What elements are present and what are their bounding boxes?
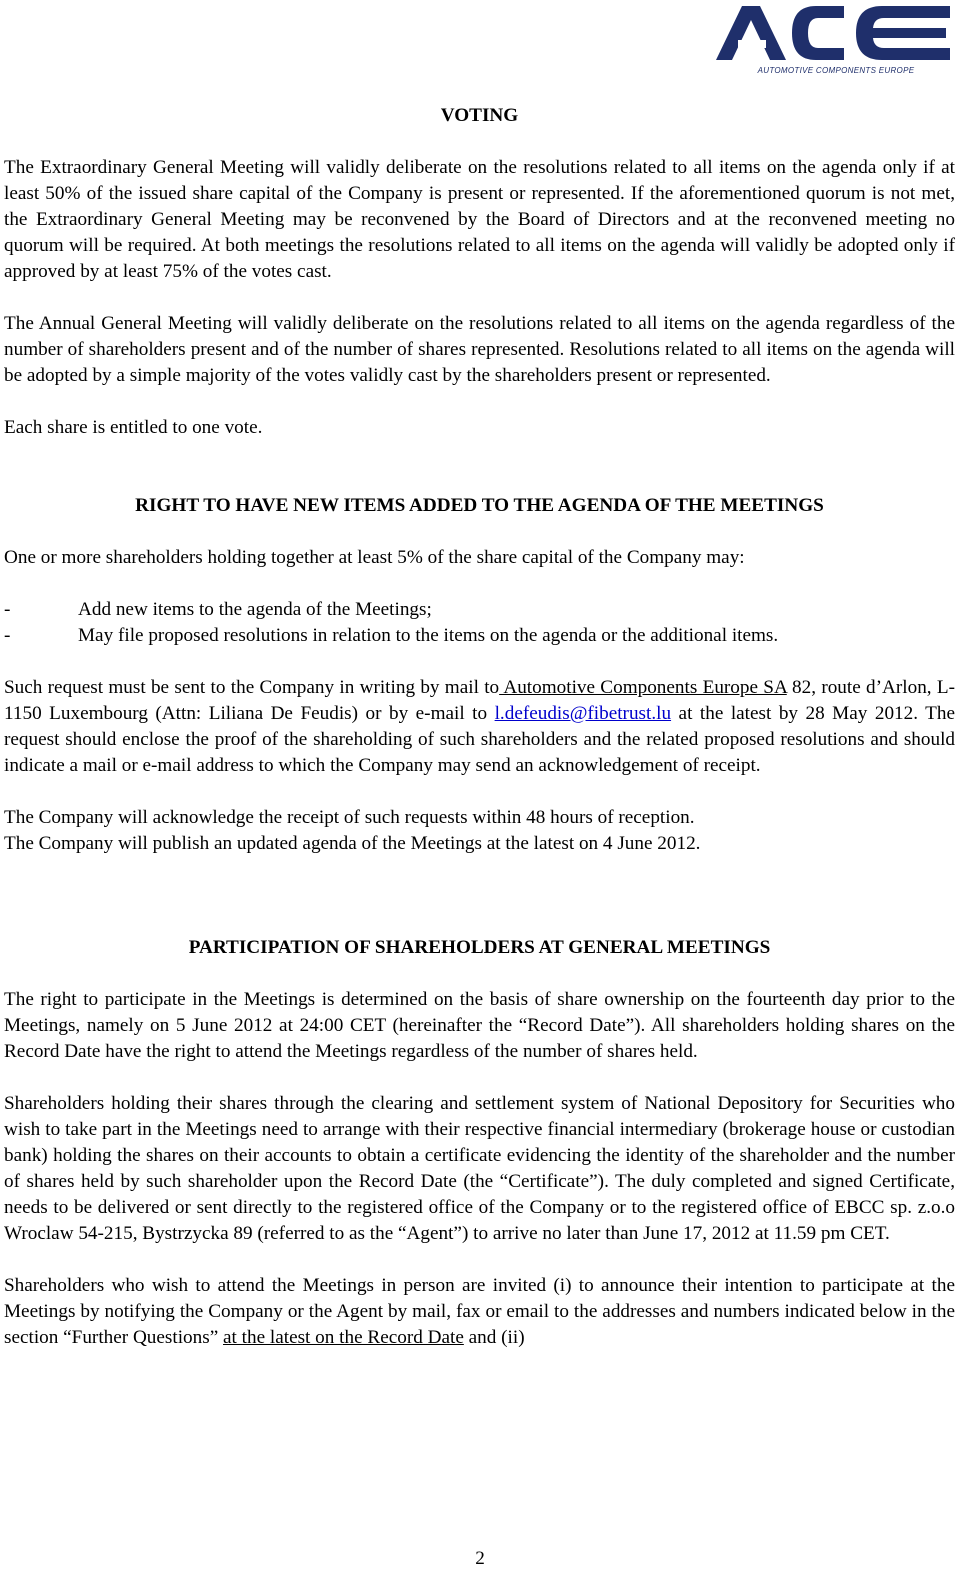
bullet-text: Add new items to the agenda of the Meetings; bbox=[78, 599, 432, 620]
document-body bbox=[4, 103, 955, 1351]
request-text-deadline: at the latest by 28 May 2012. The request should enclose the proof of the shareholding of such shareholders and the related proposed resolutions and should indicate a mail or e-mail address to which the Company may send an acknowledgement of receipt. bbox=[4, 703, 955, 776]
record-date-underlined: at the latest on the Record Date bbox=[223, 1327, 464, 1348]
participation-paragraph-record-date: The right to participate in the Meetings is determined on the basis of share ownership on the fourteenth day prior to the Meetings, namely on 5 June 2012 at 24:00 CET (hereinafter the “Record Date”). All shareholders holding shares on the Record Date have the right to attend the Meetings regardless of the number of shares held. bbox=[4, 989, 955, 1062]
voting-heading: VOTING bbox=[440, 105, 519, 126]
company-address-underlined: Automotive Components Europe SA bbox=[499, 677, 787, 698]
bullet-dash: - bbox=[4, 599, 11, 620]
voting-paragraph-quorum: The Extraordinary General Meeting will validly deliberate on the resolutions related to all items on the agenda only if at least 50% of the issued share capital of the Company is present or represented. If the aforementioned quorum is not met, the Extraordinary General Meeting may be reconvened by the Board of Directors and at the reconvened meeting no quorum will be required. At both meetings the resolutions related to all items on the agenda will validly be adopted only if approved by at least 75% of the votes cast. bbox=[4, 157, 955, 282]
ace-logo bbox=[716, 2, 952, 78]
agenda-acknowledge-line: The Company will acknowledge the receipt of such requests within 48 hours of reception. bbox=[4, 807, 695, 828]
voting-paragraph-one-vote: Each share is entitled to one vote. bbox=[4, 417, 263, 438]
participation-paragraph-certificate: Shareholders holding their shares through the clearing and settlement system of National Depository for Securities who wish to take part in the Meetings need to arrange with their respective financial intermediary (brokerage house or custodian bank) holding the shares on their accounts to obtain a certificate evidencing the identity of the shareholder and the number of shares held by such shareholder upon the Record Date (the “Certificate”). The duly completed and signed Certificate, needs to be delivered or sent directly to the registered office of the Company or to the registered office of EBCC sp. z.o.o Wroclaw 54-215, Bystrzycka 89 (referred to as the “Agent”) to arrive no later than June 17, 2012 at 11.59 pm CET. bbox=[4, 1093, 955, 1244]
participation-paragraph-attend bbox=[4, 1273, 955, 1351]
attend-text: Shareholders who wish to attend the Meetings in person are invited (i) to announce their intention to participate at the Meetings by notifying the Company or the Agent by mail, fax or email to the addresses and numbers indicated below in the section “Further Questions” bbox=[4, 1275, 955, 1348]
logo-tagline: AUTOMOTIVE COMPONENTS EUROPE bbox=[757, 66, 915, 75]
ace-logo-mark bbox=[716, 2, 952, 64]
agenda-heading: RIGHT TO HAVE NEW ITEMS ADDED TO THE AGENDA OF THE MEETINGS bbox=[135, 495, 824, 516]
agenda-publish-line: The Company will publish an updated agenda of the Meetings at the latest on 4 June 2012. bbox=[4, 833, 701, 854]
agenda-intro: One or more shareholders holding together at least 5% of the share capital of the Company may: bbox=[4, 547, 745, 568]
agenda-bullet-file-resolutions bbox=[4, 623, 955, 649]
participation-heading: PARTICIPATION OF SHAREHOLDERS AT GENERAL MEETINGS bbox=[188, 937, 771, 958]
request-text-intro: Such request must be sent to the Company in writing by mail to bbox=[4, 677, 500, 698]
bullet-dash: - bbox=[4, 625, 11, 646]
email-link[interactable]: l.defeudis@fibetrust.lu bbox=[494, 703, 672, 724]
agenda-request-paragraph bbox=[4, 675, 955, 779]
agenda-bullet-add-items bbox=[4, 597, 955, 623]
attend-text-end: and (ii) bbox=[463, 1327, 525, 1348]
page-number: 2 bbox=[475, 1548, 485, 1569]
bullet-text: May file proposed resolutions in relation to the items on the agenda or the additional items. bbox=[78, 625, 779, 646]
voting-paragraph-annual: The Annual General Meeting will validly deliberate on the resolutions related to all items on the agenda regardless of the number of shareholders present and of the number of shares represented. Resolutions related to all items on the agenda will be adopted by a simple majority of the votes validly cast by the shareholders present or represented. bbox=[4, 313, 955, 386]
request-text-address: 82, route d’Arlon, L-1150 Luxembourg (Attn: Liliana De Feudis) or by e-mail to bbox=[4, 677, 955, 724]
